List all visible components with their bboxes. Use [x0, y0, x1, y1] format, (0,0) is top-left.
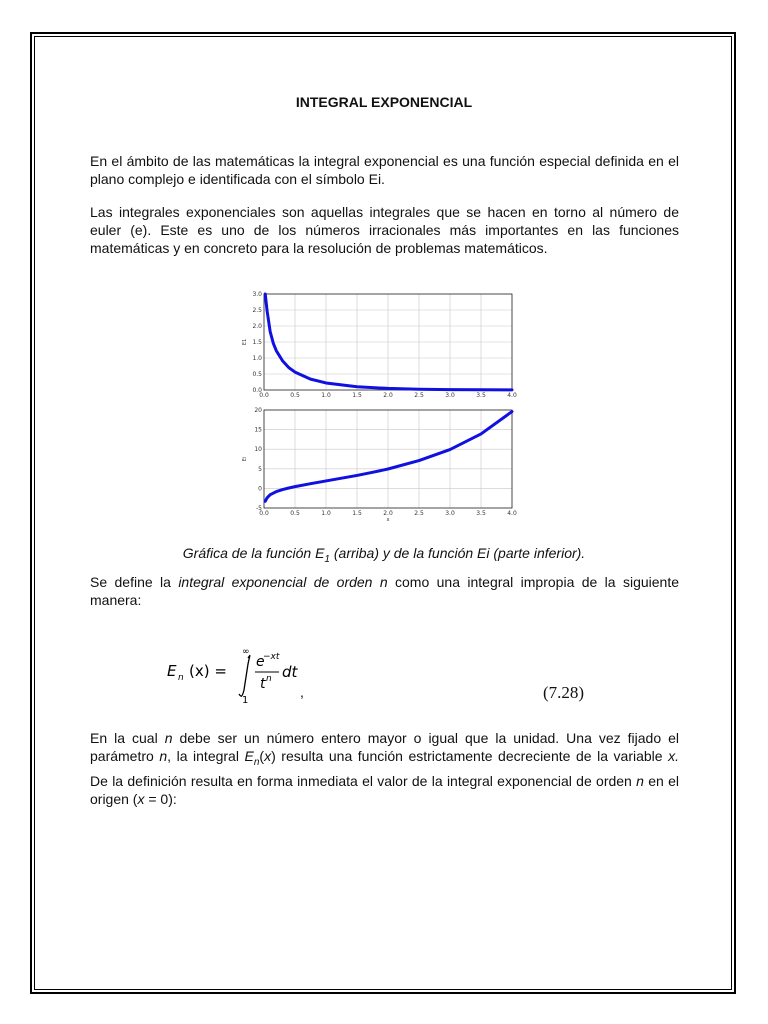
x-tick-label: 0.5	[290, 392, 300, 399]
x-tick-label: 1.5	[352, 392, 362, 399]
x-tick-label: 3.0	[445, 392, 455, 399]
expl-text: debe ser un número entero mayor o igual que la unidad. Una vez fijado el parámetro	[90, 730, 679, 764]
paragraph-euler: Las integrales exponenciales son aquellas integrales que se hacen en torno al número de euler (e). Este es uno de los números irracionales más importantes en las funciones matemáticas y en concreto para la resolución de problemas matemáticos.	[90, 204, 679, 256]
x-tick-label: 0.0	[259, 392, 269, 399]
caption-part-1: Gráfica de la función E	[182, 545, 325, 561]
function-plots	[238, 286, 522, 526]
series-line	[265, 412, 512, 502]
x-tick-label: 4.0	[507, 510, 517, 517]
expl-var: x	[264, 748, 272, 764]
expl-text: ) resulta una función estrictamente decreciente de la variable	[271, 748, 669, 764]
def-term: integral exponencial de orden n	[178, 574, 388, 590]
y-tick-label: 10	[254, 446, 262, 454]
y-tick-label: 2.0	[252, 323, 262, 330]
y-tick-label: 3.0	[252, 291, 262, 298]
x-tick-label: 1.5	[352, 510, 362, 517]
y-tick-label: 2.5	[252, 307, 262, 314]
formula-upper-limit: ∞	[242, 647, 250, 657]
y-tick-label: 1.5	[252, 339, 262, 346]
paragraph-explanation	[90, 729, 679, 808]
x-tick-label: 2.5	[414, 392, 424, 399]
formula-lower-limit: 1	[242, 695, 249, 705]
expl-var: n	[159, 748, 168, 764]
e1-plot-panel	[242, 291, 517, 399]
integral-sign	[239, 656, 250, 697]
expl-sub: n	[253, 756, 260, 768]
x-tick-label: 3.0	[445, 510, 455, 517]
expl-text: = 0):	[144, 790, 177, 807]
x-tick-label: 2.0	[383, 510, 393, 517]
x-tick-label: 0.0	[259, 510, 269, 517]
formula-denominator: t	[260, 676, 266, 692]
formula-lhs-e: E	[167, 662, 177, 680]
expl-text: (	[259, 748, 265, 764]
def-text-1: Se define la	[90, 574, 179, 590]
y-tick-label: 0.0	[252, 387, 262, 394]
x-tick-label: 1.0	[321, 510, 331, 517]
expl-text: en el origen (	[90, 772, 679, 807]
y-tick-label: 1.0	[252, 355, 262, 362]
paragraph-intro: En el ámbito de las matemáticas la integral exponencial es una función especial definida en el plano complejo e identificada con el símbolo Ei.	[90, 153, 679, 187]
y-tick-label: 15	[254, 426, 262, 434]
y-tick-label: 20	[254, 407, 262, 414]
def-text-2: como una integral impropia de la siguiente manera:	[90, 574, 679, 608]
caption-part-2: (arriba) y de la función Ei (parte inferior).	[329, 545, 586, 561]
paragraph-definition	[90, 573, 679, 609]
x-tick-label: 2.0	[383, 392, 393, 399]
formula-num-exp: −xt	[263, 652, 280, 662]
x-tick-label: 3.5	[476, 510, 486, 517]
formula-den-exp: n	[266, 674, 272, 684]
expl-var: x.	[668, 748, 680, 764]
expl-text: De la definición resulta en forma inmediata el valor de la integral exponencial de orden	[90, 772, 637, 789]
expl-text: En la cual	[90, 730, 165, 746]
figure-caption	[0, 545, 768, 565]
formula-numerator: e	[256, 654, 265, 670]
ei-plot-panel	[242, 407, 517, 523]
y-tick-label: -5	[256, 505, 262, 512]
document-title: INTEGRAL EXPONENCIAL	[295, 94, 473, 110]
expl-var: n	[636, 772, 644, 789]
y-axis-label: E1	[242, 338, 248, 346]
formula-comma: ,	[300, 684, 304, 700]
formula-lhs-arg: (x) =	[189, 662, 227, 680]
y-tick-label: 5	[258, 465, 262, 473]
expl-var: x	[137, 790, 145, 807]
x-tick-label: 0.5	[290, 510, 300, 517]
caption-subscript: 1	[324, 553, 330, 565]
equation-number: (7.28)	[543, 683, 585, 702]
y-tick-label: 0	[258, 485, 262, 493]
x-tick-label: 2.5	[414, 510, 424, 517]
expl-var: E	[244, 748, 254, 764]
expl-var: n	[164, 730, 173, 746]
x-tick-label: 1.0	[321, 392, 331, 399]
y-axis-label: Ei	[242, 456, 248, 462]
formula-lhs-sub: n	[178, 673, 184, 683]
expl-text: , la integral	[167, 748, 245, 764]
x-tick-label: 3.5	[476, 392, 486, 399]
x-tick-label: 4.0	[507, 392, 517, 399]
x-axis-label: x	[386, 517, 390, 523]
y-tick-label: 0.5	[252, 371, 262, 378]
formula-dt: dt	[282, 663, 298, 681]
